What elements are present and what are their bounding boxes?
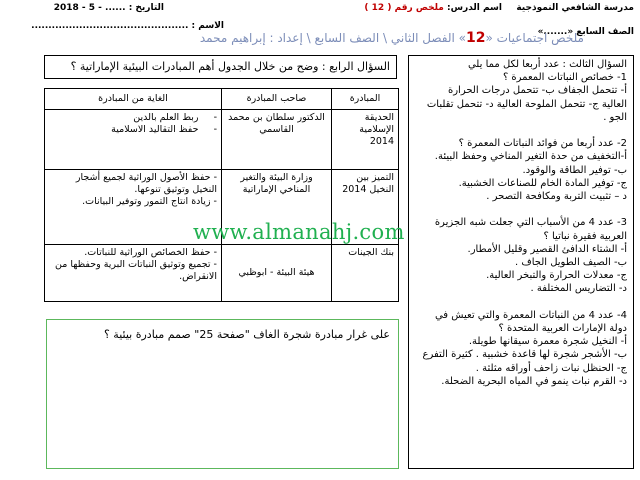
q3-item: العالية ج- تتحمل الملوحة العالية د- تتحمل تقلبات — [426, 98, 627, 110]
table-header-row — [45, 89, 399, 110]
subtitle-suffix: » الفصل الثاني \ الصف السابع \ إعداد : إبراهيم محمد — [199, 31, 466, 45]
q3-column — [408, 55, 634, 469]
table-row — [45, 245, 399, 302]
q3-item: د- القرم نبات ينمو في المياه البحرية الضحلة. — [441, 375, 627, 387]
lesson-label: اسم الدرس: — [447, 3, 502, 13]
q3-item: ب- توفير الطاقة والوقود. — [522, 164, 627, 176]
q3-title: السؤال الثالث : عدد أربعا لكل مما يلي — [467, 59, 627, 70]
q3-item: ج- الحنظل نبات زاحف أوراقه مثلثة . — [475, 362, 627, 374]
goal-item: - حفظ الخصائص الوراثية للنباتات. — [84, 247, 217, 258]
owner-cell: هيئة البيئة - ابوظبي — [222, 245, 332, 302]
q3-item: ج- معدلات الحرارة والتبخر العالية. — [486, 270, 627, 282]
goal-item: - حفظ الأصول الوراثية لجميع أشجار النخيل وتوثيق تنوعها. — [75, 172, 217, 195]
header-goal: الغاية من المبادرة — [45, 89, 222, 110]
q3-item: أ- النخيل شجرة معمرة سيقانها طويلة. — [468, 336, 627, 348]
initiatives-table — [44, 88, 399, 302]
goal-item: - ربط العلم بالدين — [133, 112, 217, 123]
q3-item: أ- الشتاء الدافئ القصير وقليل الأمطار. — [467, 243, 627, 255]
q3-item: د – تثبيت التربة ومكافحة التصحر . — [486, 191, 627, 203]
owner-cell: الدكتور سلطان بن محمد القاسمي — [222, 110, 332, 170]
q3-item: أ-التخفيف من حدة التغير المناخي وحفظ البيئة. — [434, 151, 627, 163]
subtitle-number: 12 — [465, 30, 486, 46]
q3-item: 1- خصائص النباتات المعمرة ؟ — [502, 72, 627, 84]
student-name-field: الاسم : .............................................. — [31, 21, 224, 31]
q3-item: ب- الأشجر شجرة لها قاعدة خشبية . كثيرة التفرع — [422, 349, 627, 361]
goal-item: - زيادة انتاج التمور وتوفير البيانات. — [82, 196, 217, 207]
spacer — [413, 203, 627, 216]
q3-item: 4- عدد 4 من النباتات المعمرة والتي تعيش في — [434, 309, 627, 321]
school-name: مدرسة الشافعي النموذجية — [516, 3, 634, 13]
owner-cell: وزارة البيئة والتغير المناخي الإماراتية — [222, 170, 332, 245]
q3-item: 2- عدد أربعا من فوائد النباتات المعمرة ؟ — [458, 138, 627, 150]
q3-items — [413, 71, 627, 388]
goal-item: - حفظ التقاليد الاسلامية — [111, 124, 217, 135]
q3-item: ج- توفير المادة الخام للصناعات الخشبية. — [458, 177, 627, 189]
goal-cell — [45, 110, 222, 170]
spacer — [413, 296, 627, 309]
header-initiative: المبادرة — [332, 89, 399, 110]
table-row — [45, 110, 399, 170]
design-initiative-box — [46, 319, 399, 469]
q3-item: أ- تتحمل الجفاف ب- تتحمل درجات الحرارة — [447, 85, 627, 97]
q3-item: دولة الإمارات العربية المتحدة ؟ — [498, 323, 627, 335]
grade-label: الصف السابع «.......» — [537, 27, 634, 37]
page-subtitle — [200, 30, 584, 46]
goal-item: - تجميع وتوثيق النباتات البرية وحفظها من الانقراض. — [55, 259, 217, 282]
header-owner: صاحب المبادرة — [222, 89, 332, 110]
q3-item: د- التضاريس المختلفة . — [530, 283, 627, 295]
watermark-text: www.almanahj.com — [193, 220, 405, 244]
initiative-cell: الحديقة الإسلامية 2014 — [332, 110, 399, 170]
q3-item: 3- عدد 4 من الأسباب التي جعلت شبه الجزيرة — [434, 217, 627, 229]
q5-title: على غرار مبادرة شجرة الغاف "صفحة 25" صمم مبادرة بيئية ؟ — [103, 328, 390, 341]
q4-title-box — [44, 55, 397, 79]
lesson-name — [364, 3, 502, 14]
date-field: التاريخ : ...... - 5 - 2018 — [53, 3, 164, 13]
spacer — [413, 124, 627, 137]
subtitle-prefix: ملخص اجتماعيات « — [485, 31, 584, 45]
initiative-cell: بنك الجينات — [332, 245, 399, 302]
q3-item: العربية فقيرة نباتيا ؟ — [543, 230, 627, 242]
q4-title: السؤال الرابع : وضح من خلال الجدول أهم المبادرات البيئية الإماراتية ؟ — [70, 60, 390, 73]
q3-item: ب- الصيف الطويل الجاف . — [514, 257, 627, 269]
lesson-value: ملخص رقم ( 12 ) — [364, 3, 444, 13]
q3-item: الجو . — [603, 111, 627, 123]
initiative-cell: التميز بين النخيل 2014 — [332, 170, 399, 245]
goal-cell — [45, 245, 222, 302]
